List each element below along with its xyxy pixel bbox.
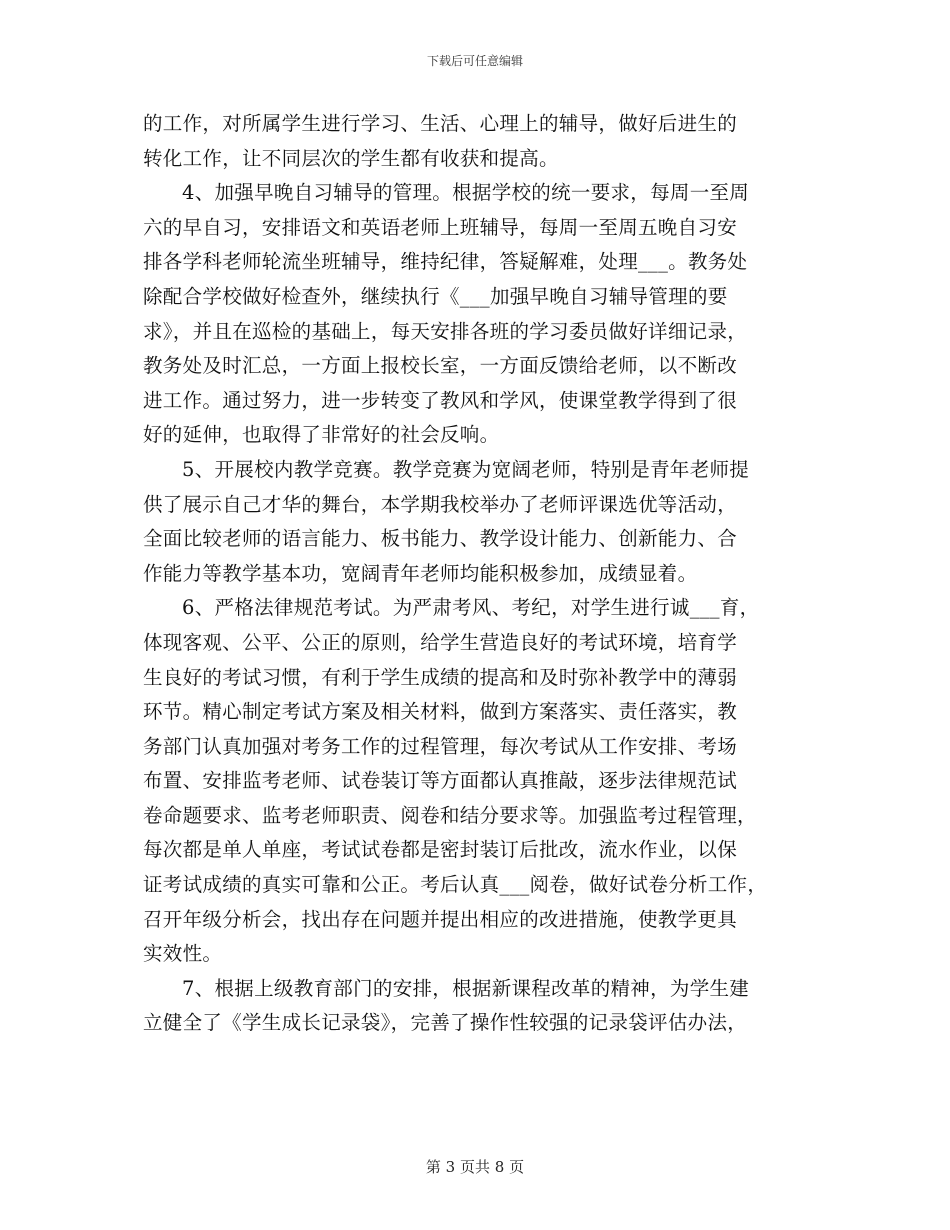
text-line: 布置、安排监考老师、试卷装订等方面都认真推敲，逐步法律规范试 (143, 769, 738, 793)
text-line: 实效性。 (143, 942, 223, 966)
paragraph-start-line: 5、开展校内教学竞赛。教学竞赛为宽阔老师，特别是青年老师提 (182, 457, 750, 481)
paragraph-start-line: 6、严格法律规范考试。为严肃考风、考纪，对学生进行诚___育， (182, 596, 760, 620)
text-line: 六的早自习，安排语文和英语老师上班辅导，每周一至周五晚自习安 (143, 215, 738, 239)
text-line: 的工作，对所属学生进行学习、生活、心理上的辅导，做好后进生的 (143, 112, 738, 135)
text-line: 体现客观、公平、公正的原则，给学生营造良好的考试环境，培育学 (143, 630, 738, 654)
page-header: 下载后可任意编辑 (426, 54, 523, 68)
text-line: 卷命题要求、监考老师职责、阅卷和结分要求等。加强监考过程管理， (143, 803, 757, 827)
text-line: 务部门认真加强对考务工作的过程管理，每次考试从工作安排、考场 (143, 734, 738, 758)
paragraph-start-line: 4、加强早晚自习辅导的管理。根据学校的统一要求，每周一至周 (182, 181, 750, 205)
text-line: 转化工作，让不同层次的学生都有收获和提高。 (143, 146, 559, 170)
text-line: 求》，并且在巡检的基础上，每天安排各班的学习委员做好详细记录， (143, 319, 748, 343)
text-line: 教务处及时汇总，一方面上报校长室，一方面反馈给老师，以不断改 (143, 354, 738, 378)
text-line: 召开年级分析会，找出存在问题并提出相应的改进措施，使教学更具 (143, 907, 738, 931)
page-number-footer: 第 3 页共 8 页 (425, 1158, 525, 1176)
document-body (143, 107, 823, 1041)
text-line: 立健全了《学生成长记录袋》，完善了操作性较强的记录袋评估办法， (143, 1011, 748, 1035)
text-line: 进工作。通过努力，进一步转变了教风和学风，使课堂教学得到了很 (143, 388, 738, 412)
text-line: 全面比较老师的语言能力、板书能力、教学设计能力、创新能力、合 (143, 527, 738, 551)
text-line: 排各学科老师轮流坐班辅导，维持纪律，答疑解难，处理___。教务处 (143, 250, 748, 274)
paragraph-start-line: 7、根据上级教育部门的安排，根据新课程改革的精神，为学生建 (182, 976, 750, 1000)
text-line: 除配合学校做好检查外，继续执行《___加强早晚自习辅导管理的要 (143, 284, 728, 308)
text-line: 每次都是单人单座，考试试卷都是密封装订后批改，流水作业，以保 (143, 838, 738, 862)
text-line: 证考试成绩的真实可靠和公正。考后认真___阅卷，做好试卷分析工作， (143, 873, 768, 897)
text-line: 生良好的考试习惯，有利于学生成绩的提高和及时弥补教学中的薄弱 (143, 665, 738, 689)
text-line: 环节。精心制定考试方案及相关材料，做到方案落实、责任落实，教 (143, 700, 738, 724)
text-line: 供了展示自己才华的舞台，本学期我校举办了老师评课选优等活动， (143, 492, 738, 516)
text-line: 作能力等教学基本功，宽阔青年老师均能积极参加，成绩显着。 (143, 561, 698, 585)
text-line: 好的延伸，也取得了非常好的社会反响。 (143, 423, 500, 447)
